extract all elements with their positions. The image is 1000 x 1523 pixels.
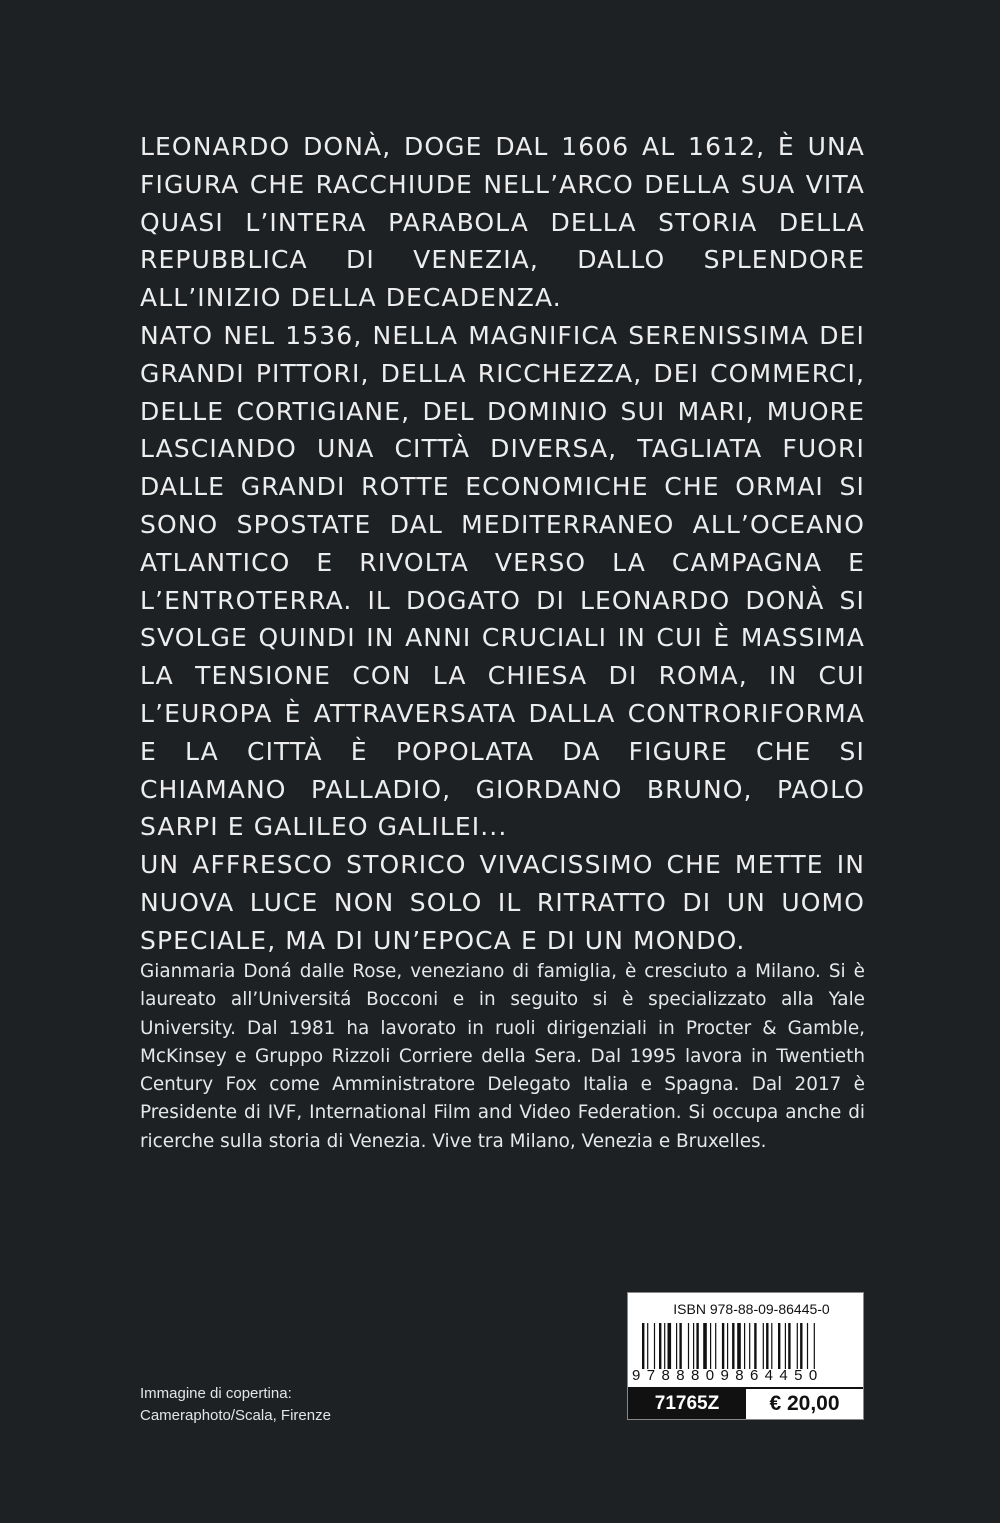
price-label: € 20,00 [746,1389,863,1419]
blurb-paragraph-3: UN AFFRESCO STORICO VIVACISSIMO CHE METTE IN NUOVA LUCE NON SOLO IL RITRATTO DI UN UOMO SPECIALE, MA DI UN’EPOCA E DI UN MONDO. [140,850,865,955]
barcode-icon [642,1323,852,1369]
author-bio-text: Gianmaria Doná dalle Rose, veneziano di famiglia, è cresciuto a Milano. Si è laureato all’Universitá Bocconi e in seguito si è specializzato alla Yale University. Dal 1981 ha lavorato in ruoli dirigenziali in Procter & Gamble, McKinsey e Gruppo Rizzoli Corriere della Sera. Dal 1995 lavora in Twentieth Century Fox come Amministratore Delegato Italia e Spagna. Dal 2017 è Presidente di IVF, International Film and Video Federation. Si occupa anche di ricerche sulla storia di Venezia. Vive tra Milano, Venezia e Bruxelles. [140,961,865,1152]
product-code: 71765Z [628,1389,746,1419]
blurb-paragraph-1: LEONARDO DONÀ, DOGE DAL 1606 AL 1612, È UNA FIGURA CHE RACCHIUDE NELL’ARCO DELLA SUA VITA QUASI L’INTERA PARABOLA DELLA STORIA DELLA REPUBBLICA DI VENEZIA, DALLO SPLENDORE ALL’INIZIO DELLA DECADENZA. [140,132,865,313]
back-cover-blurb [140,128,865,960]
price-row [628,1387,863,1419]
cover-credits-label: Immagine di copertina: [140,1385,292,1402]
blurb-paragraph-2: NATO NEL 1536, NELLA MAGNIFICA SERENISSIMA DEI GRANDI PITTORI, DELLA RICCHEZZA, DEI COMMERCI, DELLE CORTIGIANE, DEL DOMINIO SUI MARI, MUORE LASCIANDO UNA CITTÀ DIVERSA, TAGLIATA FUORI DALLE GRANDI ROTTE ECONOMICHE CHE ORMAI SI SONO SPOSTATE DAL MEDITERRANEO ALL’OCEANO ATLANTICO E RIVOLTA VERSO LA CAMPAGNA E L’ENTROTERRA. IL DOGATO DI LEONARDO DONÀ SI SVOLGE QUINDI IN ANNI CRUCIALI IN CUI È MASSIMA LA TENSIONE CON LA CHIESA DI ROMA, IN CUI L’EUROPA È ATTRAVERSATA DALLA CONTRORIFORMA E LA CITTÀ È POPOLATA DA FIGURE CHE SI CHIAMANO PALLADIO, GIORDANO BRUNO, PAOLO SARPI E GALILEO GALILEI... [140,320,865,842]
author-bio [140,958,865,1156]
isbn-digits: 9788809864450 [632,1367,824,1384]
isbn-barcode-box [627,1292,864,1420]
isbn-label: ISBN 978-88-09-86445-0 [673,1301,830,1317]
cover-credits [140,1383,331,1427]
cover-credits-source: Cameraphoto/Scala, Firenze [140,1407,331,1424]
